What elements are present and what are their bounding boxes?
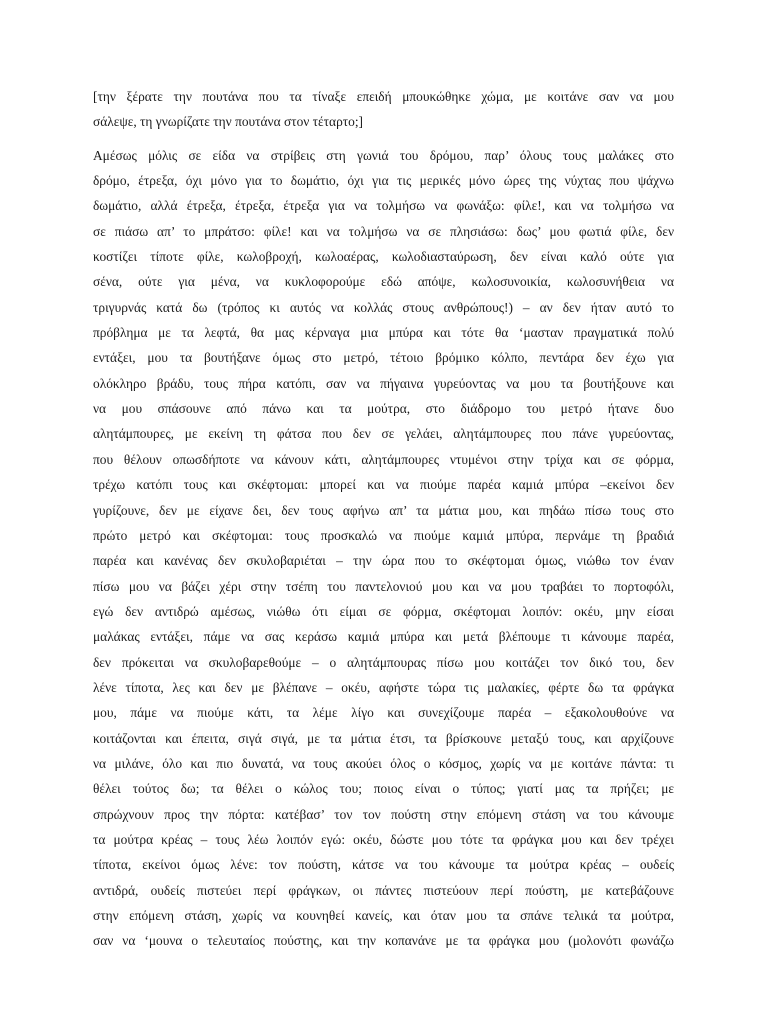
text-line: σε πιάσω απ’ το μπράτσο: φίλε! και να τολμήσω να σε πλησιάσω: δως’ μου φωτιά φίλε, δεν [93, 223, 674, 239]
text-line: κοιτάζονται και έπειτα, σιγά σιγά, με τα μάτια έτσι, τα βρίσκουνε μεταξύ τους, και αρχίζουνε [93, 730, 674, 746]
text-line: δεν πρόκειται να σκυλοβαρεθούμε – ο αλητάμπουρας πίσω μου κοιτάζει τον δικό του, δεν [93, 654, 674, 670]
text-line: στην επόμενη στάση, χωρίς να κουνηθεί κανείς, και όταν μου τα σπάνε τελικά τα μούτρα, [93, 908, 674, 923]
text-line: να μου σπάσουνε από πάνω και τα μούτρα, στο διάδρομο του μετρό ήτανε δυο [93, 401, 674, 417]
text-line: που θέλουν οπωσδήποτε να κάνουν κάτι, αλητάμπουρες ντυμένοι στην τρίχα και σε φόρμα, [93, 451, 674, 467]
text-line: κοστίζει τίποτε φίλε, κωλοβροχή, κωλοαέρας, κωλοδιασταύρωση, δεν είναι καλό ούτε για [93, 249, 674, 265]
text-line: τίποτα, εκείνοι όμως λένε: τον πούστη, κάτσε να του κάνουμε τα μούτρα κρέας – ουδείς [93, 857, 674, 873]
text-line: Αμέσως μόλις σε είδα να στρίβεις στη γωνιά του δρόμου, παρ’ όλους τους μαλάκες στο [93, 147, 674, 163]
text-line: μαλάκας εντάξει, πάμε να σας κεράσω καμιά μπύρα και μετά βλέπουμε τι κάνουμε παρέα, [93, 629, 674, 645]
text-line: παρέα και κανένας δεν σκυλοβαριέται – την ώρα που το σκέφτομαι όμως, νιώθω τον έναν [93, 553, 674, 569]
document-page [93, 84, 674, 954]
text-line: δρόμο, έτρεξα, όχι μόνο για το δωμάτιο, όχι για τις μερικές μόνο ώρες της νύχτας που ψάχνω [93, 173, 674, 189]
text-line: λένε τίποτα, λες και δεν με βλέπανε – οκέυ, αφήστε τώρα τις μαλακίες, φέρτε δω τα φράγκα [93, 679, 674, 695]
text-line: εγώ δεν αντιδρώ αμέσως, νιώθω ότι είμαι σε φόρμα, σκέφτομαι λοιπόν: οκέυ, μην είσαι [93, 603, 674, 619]
text-line: μου, πάμε να πιούμε κάτι, τα λέμε λίγο και συνεχίζουμε παρέα – εξακολουθούνε να [93, 705, 674, 721]
text-line: αλητάμπουρες, με εκείνη τη φάτσα που δεν σε γελάει, αλητάμπουρες που πάνε γυρεύοντας, [93, 426, 674, 442]
text-line: [την ξέρατε την πουτάνα που τα τίναξε επειδή μπουκώθηκε χώμα, με κοιτάνε σαν να μου [93, 89, 674, 104]
text-line: σένα, ούτε για μένα, να κυκλοφορούμε εδώ απόψε, κωλοσυνοικία, κωλοσυνήθεια να [93, 274, 674, 290]
text-line: τρέχω κατόπι τους και σκέφτομαι: μπορεί και να πιούμε παρέα καμιά μπύρα –εκείνοι δεν [93, 477, 674, 493]
text-line: δωμάτιο, αλλά έτρεξα, έτρεξα, έτρεξα για να τολμήσω να φωνάξω: φίλε!, και να τολμήσω να [93, 198, 674, 214]
text-line: θέλει τούτος δω; τα θέλει ο κώλος του; ποιος είναι ο τύπος; γιατί μας τα πρήζει; με [93, 781, 674, 797]
text-line: ολόκληρο βράδυ, τους πήρα κατόπι, σαν να πήγαινα γυρεύοντας να μου τα βουτήξουνε και [93, 375, 674, 391]
text-line: γυρίζουνε, δεν με είχανε δει, δεν τους αφήνω απ’ τα μάτια μου, και πηδάω πίσω τους στο [93, 502, 674, 518]
text-line: τριγυρνάς κατά δω (τρόπος κι αυτός να κολλάς στους ανθρώπους!) – αν δεν ήταν αυτό το [93, 299, 674, 315]
text-line: σάλεψε, τη γνωρίζατε την πουτάνα στον τέταρτο;] [93, 114, 364, 130]
text-line: πίσω μου να βάζει χέρι στην τσέπη του παντελονιού μου και να μου τραβάει το πορτοφόλι, [93, 578, 674, 594]
text-line: σαν να ‘μουνα ο τελευταίος πούστης, και την κοπανάνε με τα φράγκα μου (μολονότι φωνάζω [93, 933, 674, 949]
text-line: τα μούτρα κρέας – τους λέω λοιπόν εγώ: οκέυ, δώστε μου τότε τα φράγκα μου και δεν τρέχει [93, 831, 674, 847]
text-line: να μιλάνε, όλο και πιο δυνατά, να τους ακούει όλος ο κόσμος, χωρίς να με κοιτάνε πάντα: τι [93, 755, 674, 771]
text-line: αντιδρά, ουδείς πιστεύει περί φράγκων, οι πάντες πιστεύουν περί πούστη, με κατεβάζουνε [93, 882, 674, 898]
text-line: εντάξει, μου τα βουτήξανε όμως στο μετρό, τέτοιο βρόμικο κόλπο, πεντάρα δεν έχω για [93, 350, 674, 366]
text-line: πρόβλημα με τα λεφτά, θα μας κέρναγα μια μπύρα και τότε θα ‘μασταν πραγματικά πολύ [93, 325, 674, 341]
text-line: σπρώχνουν προς την πόρτα: κατέβασ’ τον τον πούστη στην επόμενη στάση να του κάνουμε [93, 806, 674, 822]
text-line: πρώτο μετρό και σκέφτομαι: τους προσκαλώ να πιούμε καμιά μπύρα, περνάμε τη βραδιά [93, 527, 674, 543]
bracketed-intro-paragraph [93, 84, 674, 135]
main-paragraph [93, 143, 674, 954]
